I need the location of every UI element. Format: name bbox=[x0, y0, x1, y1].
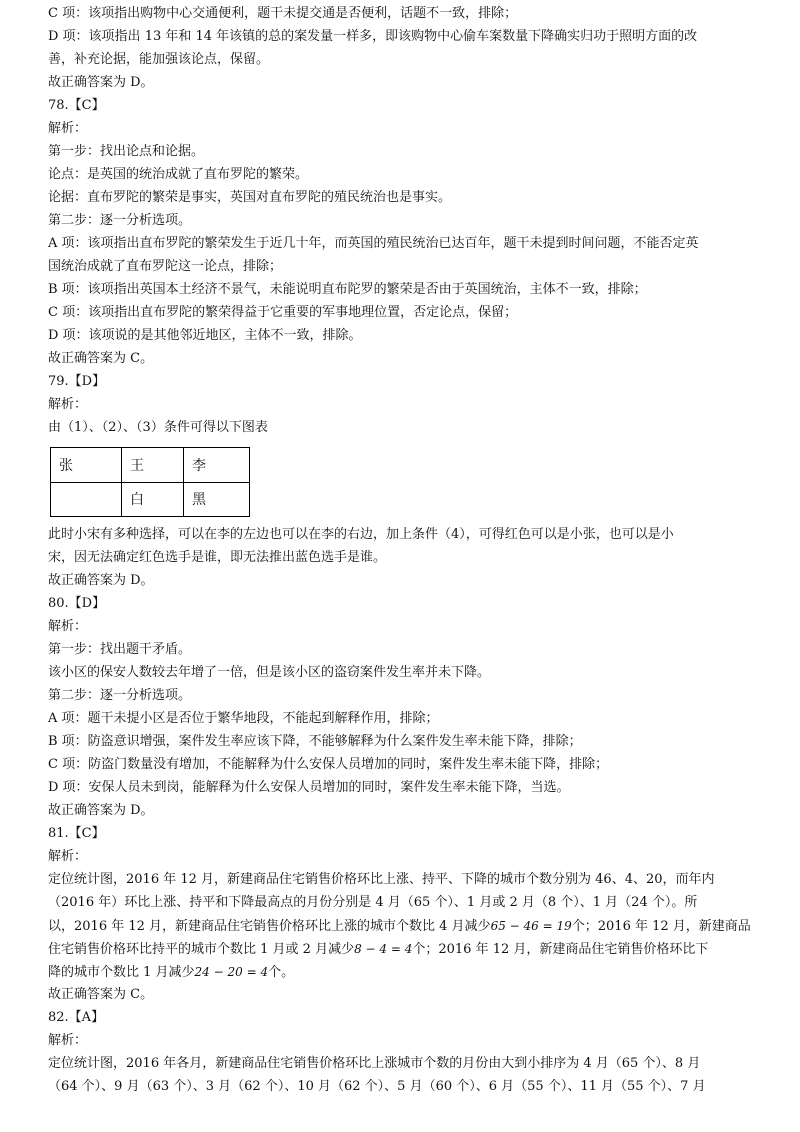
position-table bbox=[50, 447, 250, 517]
text-line: 定位统计图，2016 年各月，新建商品住宅销售价格环比上涨城市个数的月份由大到小排序为 4 月（65 个）、8 月 bbox=[48, 1056, 701, 1071]
table-row bbox=[51, 482, 250, 517]
text-line: （64 个）、9 月（63 个）、3 月（62 个）、10 月（62 个）、5 月（60 个）、6 月（55 个）、11 月（55 个）、7 月 bbox=[48, 1079, 706, 1094]
text-line: 解析： bbox=[48, 121, 88, 136]
text-line: 解析： bbox=[48, 397, 88, 412]
table-cell: 李 bbox=[184, 448, 250, 483]
text-line: A 项：该项指出直布罗陀的繁荣发生于近几十年，而英国的殖民统治已达百年，题干未提到时间问题，不能否定英 bbox=[48, 236, 699, 251]
text-segment: 住宅销售价格环比持平的城市个数比 1 月或 2 月减少 bbox=[48, 942, 355, 957]
table-cell: 白 bbox=[122, 482, 184, 517]
text-line: D 项：该项说的是其他邻近地区，主体不一致，排除。 bbox=[48, 328, 362, 343]
table-cell: 张 bbox=[51, 448, 122, 483]
text-segment: 降的城市个数比 1 月减少 bbox=[48, 965, 195, 980]
table-cell: 黑 bbox=[184, 482, 250, 517]
table-cell: 王 bbox=[122, 448, 184, 483]
text-line: C 项：防盗门数量没有增加，不能解释为什么安保人员增加的同时，案件发生率未能下降，排除； bbox=[48, 757, 609, 772]
text-line: D 项：该项指出 13 年和 14 年该镇的总的案发量一样多，即该购物中心偷车案数量下降确实归功于照明方面的改 bbox=[48, 29, 698, 44]
text-line: 第一步：找出论点和论据。 bbox=[48, 144, 205, 159]
text-line: 此时小宋有多种选择，可以在李的左边也可以在李的右边，加上条件（4），可得红色可以是小张，也可以是小 bbox=[48, 527, 674, 542]
text-line: A 项：题干未提小区是否位于繁华地段，不能起到解释作用，排除； bbox=[48, 711, 439, 726]
text-line: 第一步：找出题干矛盾。 bbox=[48, 642, 192, 657]
text-line: 解析： bbox=[48, 619, 88, 634]
question-number: 80.【D】 bbox=[48, 596, 106, 611]
text-segment: 以，2016 年 12 月，新建商品住宅销售价格环比上涨的城市个数比 4 月减少 bbox=[48, 919, 491, 934]
text-segment: 个。 bbox=[268, 965, 295, 980]
text-line: 该小区的保安人数较去年增了一倍，但是该小区的盗窃案件发生率并未下降。 bbox=[48, 665, 491, 680]
table-row bbox=[51, 448, 250, 483]
text-line: 第二步：逐一分析选项。 bbox=[48, 213, 192, 228]
text-line: 宋，因无法确定红色选手是谁，即无法推出蓝色选手是谁。 bbox=[48, 550, 387, 565]
text-line: D 项：安保人员未到岗，能解释为什么安保人员增加的同时，案件发生率未能下降，当选。 bbox=[48, 780, 570, 795]
text-line bbox=[48, 939, 753, 960]
math-expression: 8 − 4 = 4 bbox=[354, 942, 413, 956]
text-line: 善，补充论据，能加强该论点，保留。 bbox=[48, 52, 270, 67]
text-line: 故正确答案为 D。 bbox=[48, 573, 154, 588]
question-number: 79.【D】 bbox=[48, 374, 106, 389]
text-line: C 项：该项指出直布罗陀的繁荣得益于它重要的军事地理位置，否定论点，保留； bbox=[48, 305, 518, 320]
text-line: 第二步：逐一分析选项。 bbox=[48, 688, 192, 703]
text-line bbox=[48, 916, 753, 937]
math-expression: 65 − 46 = 19 bbox=[490, 919, 572, 933]
text-segment: 个；2016 年 12 月，新建商品 bbox=[571, 919, 751, 934]
text-line: 论点：是英国的统治成就了直布罗陀的繁荣。 bbox=[48, 167, 309, 182]
text-line: B 项：该项指出英国本土经济不景气，未能说明直布陀罗的繁荣是否由于英国统治，主体不一致，排除； bbox=[48, 282, 647, 297]
text-line: 论据：直布罗陀的繁荣是事实，英国对直布罗陀的殖民统治也是事实。 bbox=[48, 190, 452, 205]
text-line: 解析： bbox=[48, 1033, 88, 1048]
question-number: 82.【A】 bbox=[48, 1010, 105, 1025]
math-expression: 24 − 20 = 4 bbox=[194, 965, 269, 979]
text-line: 解析： bbox=[48, 849, 88, 864]
table-cell bbox=[51, 482, 122, 517]
text-line: 定位统计图，2016 年 12 月，新建商品住宅销售价格环比上涨、持平、下降的城市个数分别为 46、4、20，而年内 bbox=[48, 872, 715, 887]
text-line: B 项：防盗意识增强，案件发生率应该下降，不能够解释为什么案件发生率未能下降，排除； bbox=[48, 734, 582, 749]
question-number: 81.【C】 bbox=[48, 826, 105, 841]
question-number: 78.【C】 bbox=[48, 98, 105, 113]
text-line: 故正确答案为 D。 bbox=[48, 75, 154, 90]
text-line: 国统治成就了直布罗陀这一论点，排除； bbox=[48, 259, 283, 274]
text-line: C 项：该项指出购物中心交通便利，题干未提交通是否便利，话题不一致，排除； bbox=[48, 6, 518, 21]
text-line bbox=[48, 962, 753, 983]
text-line: （2016 年）环比上涨、持平和下降最高点的月份分别是 4 月（65 个）、1 月或 2 月（8 个）、1 月（24 个）。所 bbox=[48, 895, 698, 910]
text-line: 故正确答案为 D。 bbox=[48, 803, 154, 818]
text-line: 故正确答案为 C。 bbox=[48, 987, 154, 1002]
text-line: 故正确答案为 C。 bbox=[48, 351, 154, 366]
text-line: 由（1）、（2）、（3）条件可得以下图表 bbox=[48, 420, 268, 435]
text-segment: 个；2016 年 12 月，新建商品住宅销售价格环比下 bbox=[412, 942, 709, 957]
